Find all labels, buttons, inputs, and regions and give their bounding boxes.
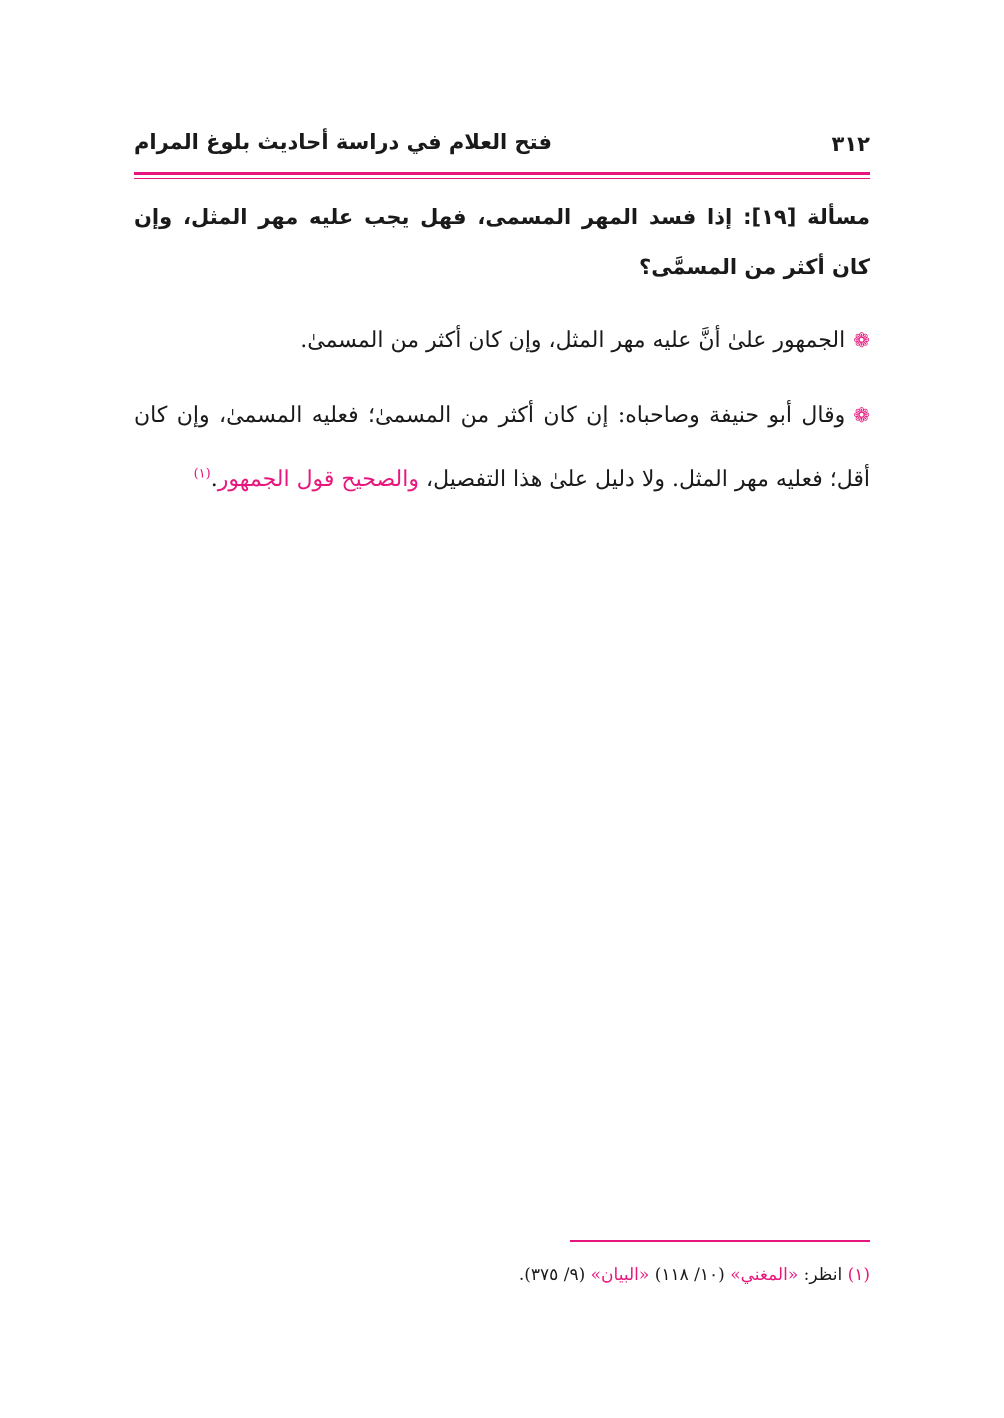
footnote-reference[interactable]: (١) — [193, 466, 211, 482]
page-number: ٣١٢ — [831, 132, 870, 156]
footnote — [134, 1258, 870, 1292]
question-text: إذا فسد المهر المسمى، فهل يجب عليه مهر المثل، وإن كان أكثر من المسمَّى؟ — [134, 205, 870, 279]
footnote-ref-2: (٩/ ٣٧٥). — [518, 1265, 591, 1285]
question-heading — [134, 192, 870, 292]
highlighted-conclusion: والصحيح قول الجمهور — [217, 467, 419, 492]
book-title: فتح العلام في دراسة أحاديث بلوغ المرام — [134, 130, 552, 154]
paragraph-text: الجمهور علىٰ أنَّ عليه مهر المثل، وإن كان أكثر من المسمىٰ. — [300, 328, 846, 353]
header-rule-thin — [134, 178, 870, 179]
question-label: مسألة [١٩]: — [743, 205, 871, 229]
footnote-lead: انظر: — [798, 1265, 848, 1285]
footnote-separator — [570, 1240, 870, 1242]
flower-bullet-icon: ❁ — [853, 328, 870, 352]
flower-bullet-icon: ❁ — [853, 403, 870, 427]
footnote-ref-1: (١٠/ ١١٨) — [649, 1265, 731, 1285]
paragraph-tail: . — [210, 467, 218, 492]
paragraph-majority — [134, 308, 870, 373]
footnote-book-2: «البيان» — [590, 1265, 650, 1285]
header-rule-thick — [134, 172, 870, 175]
running-header — [134, 128, 870, 168]
paragraph-text: وقال أبو حنيفة وصاحباه: إن كان أكثر من المسمىٰ؛ فعليه المسمىٰ، وإن كان أقل؛ فعليه مهر المثل. ولا دليل علىٰ هذا التفصيل، — [134, 403, 870, 492]
footnote-number: (١) — [847, 1265, 870, 1285]
paragraph-abu-hanifa — [134, 383, 870, 512]
footnote-book-1: «المغني» — [730, 1265, 799, 1285]
main-content — [134, 192, 870, 522]
